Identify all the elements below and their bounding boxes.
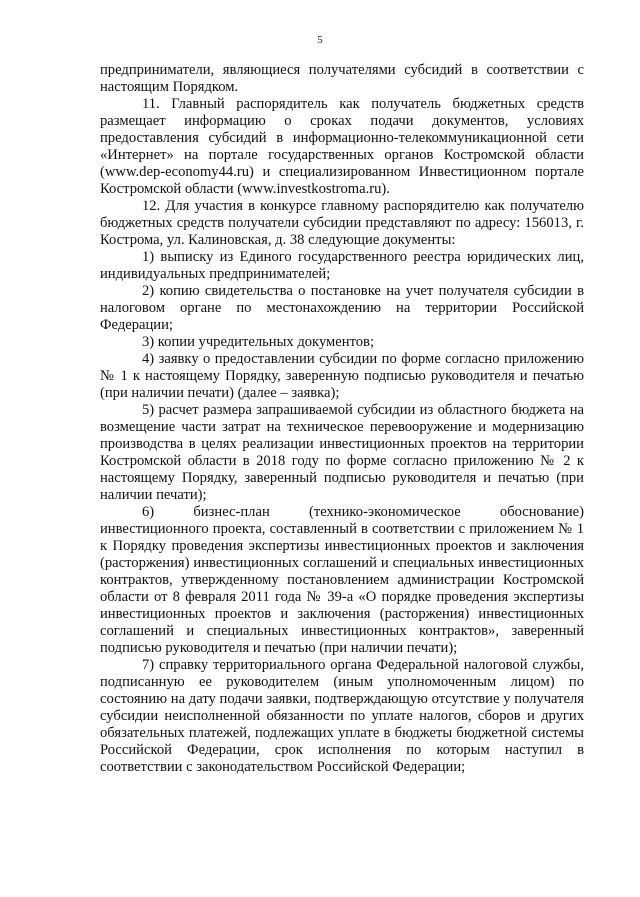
paragraph-item-12: 12. Для участия в конкурсе главному распорядителю как получателю бюджетных средств получатели субсидии представляют по адресу: 156013, г. Кострома, ул. Калиновская, д. 38 следующие документы: — [100, 198, 584, 248]
list-item-7: 7) справку территориального органа Федеральной налоговой службы, подписанную ее руководителем (иным уполномоченным лицом) по состоянию на дату подачи заявки, подтверждающую отсутствие у получателя субсидии неисполненной обязанности по уплате налогов, сборов и других обязательных платежей, подлежащих уплате в бюджеты бюджетной системы Российской Федерации, срок исполнения по которым наступил в соответствии с законодательством Российской Федерации; — [100, 657, 584, 775]
list-item-5: 5) расчет размера запрашиваемой субсидии из областного бюджета на возмещение части затрат на техническое перевооружение и модернизацию производства в целях реализации инвестиционных проектов на территории Костромской области в 2018 году по форме согласно приложению № 2 к настоящему Порядку, заверенный подписью руководителя и печатью (при наличии печати); — [100, 402, 584, 503]
list-item-2: 2) копию свидетельства о постановке на учет получателя субсидии в налоговом органе по местонахождению на территории Российской Федерации; — [100, 283, 584, 333]
paragraph-continuation: предприниматели, являющиеся получателями субсидий в соответствии с настоящим Порядком. — [100, 62, 584, 95]
list-item-6: 6) бизнес-план (технико-экономическое обоснование) инвестиционного проекта, составленный в соответствии с приложением № 1 к Порядку проведения экспертизы инвестиционных проектов и заключения (расторжения) инвестиционных соглашений и специальных инвестиционных контрактов, утвержденному постановлением администрации Костромской области от 8 февраля 2011 года № 39-а «О порядке проведения экспертизы инвестиционных проектов и заключения (расторжения) инвестиционных соглашений и специальных инвестиционных контрактов», заверенный подписью руководителя и печатью (при наличии печати); — [100, 504, 584, 656]
document-body — [100, 62, 584, 776]
list-item-3: 3) копии учредительных документов; — [142, 334, 374, 350]
paragraph-item-11: 11. Главный распорядитель как получатель бюджетных средств размещает информацию о сроках подачи документов, условиях предоставления субсидий в информационно-телекоммуникационной сети «Интернет» на портале государственных органов Костромской области (www.dep-economy44.ru) и специализированном Инвестиционном портале Костромской области (www.investkostroma.ru). — [100, 96, 584, 197]
list-item-1: 1) выписку из Единого государственного реестра юридических лиц, индивидуальных предпринимателей; — [100, 249, 584, 282]
page-number: 5 — [317, 34, 323, 46]
list-item-4: 4) заявку о предоставлении субсидии по форме согласно приложению № 1 к настоящему Порядку, заверенную подписью руководителя и печатью (при наличии печати) (далее – заявка); — [100, 351, 584, 401]
